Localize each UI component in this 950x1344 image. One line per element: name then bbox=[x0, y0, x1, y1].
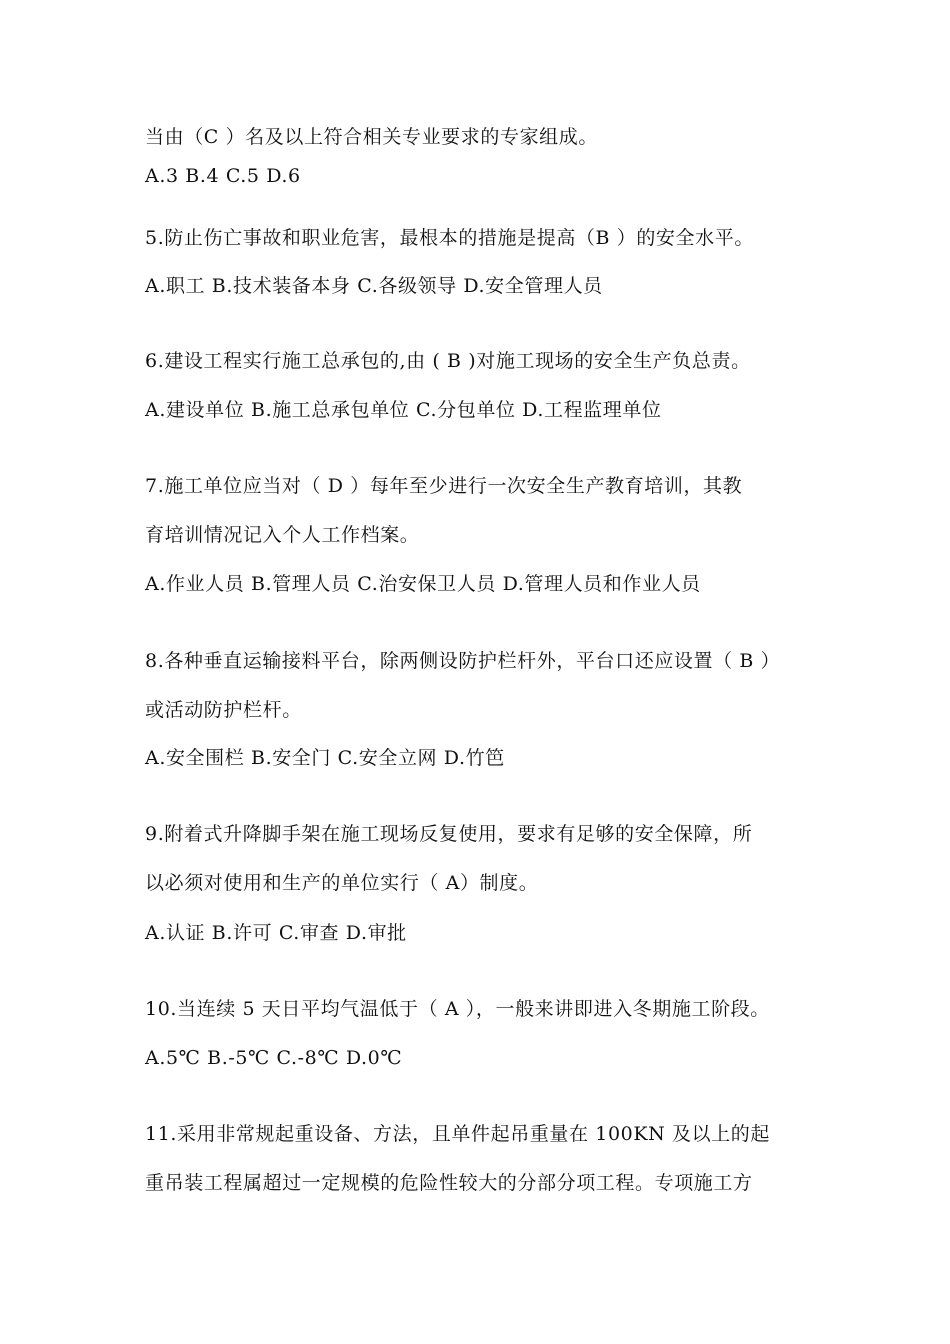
text-line: 11.采用非常规起重设备、方法，且单件起吊重量在 100KN 及以上的起 bbox=[145, 1123, 770, 1145]
text-line: A.3 B.4 C.5 D.6 bbox=[145, 165, 301, 187]
text-line: 以必须对使用和生产的单位实行（ A）制度。 bbox=[145, 872, 539, 894]
text-line: 或活动防护栏杆。 bbox=[145, 699, 302, 721]
text-line: A.5℃ B.-5℃ C.-8℃ D.0℃ bbox=[145, 1047, 403, 1069]
text-line: 6.建设工程实行施工总承包的,由 ( B )对施工现场的安全生产负总责。 bbox=[145, 350, 751, 372]
text-line: 9.附着式升降脚手架在施工现场反复使用，要求有足够的安全保障，所 bbox=[145, 823, 753, 845]
text-line: A.建设单位 B.施工总承包单位 C.分包单位 D.工程监理单位 bbox=[145, 399, 662, 421]
text-line: A.安全围栏 B.安全门 C.安全立网 D.竹笆 bbox=[145, 747, 505, 769]
text-line: A.认证 B.许可 C.审查 D.审批 bbox=[145, 922, 407, 944]
text-line: 7.施工单位应当对（ D ）每年至少进行一次安全生产教育培训，其教 bbox=[145, 475, 743, 497]
text-line: 5.防止伤亡事故和职业危害，最根本的措施是提高（B ）的安全水平。 bbox=[145, 227, 754, 249]
text-line: 育培训情况记入个人工作档案。 bbox=[145, 524, 420, 546]
text-line: 重吊装工程属超过一定规模的危险性较大的分部分项工程。专项施工方 bbox=[145, 1172, 753, 1194]
text-line: 10.当连续 5 天日平均气温低于（ A ），一般来讲即进入冬期施工阶段。 bbox=[145, 998, 770, 1020]
text-line: 8.各种垂直运输接料平台，除两侧设防护栏杆外，平台口还应设置（ B ） bbox=[145, 650, 781, 672]
text-line: A.职工 B.技术装备本身 C.各级领导 D.安全管理人员 bbox=[145, 275, 603, 297]
text-line: A.作业人员 B.管理人员 C.治安保卫人员 D.管理人员和作业人员 bbox=[145, 573, 701, 595]
text-line: 当由（C ）名及以上符合相关专业要求的专家组成。 bbox=[145, 126, 598, 148]
